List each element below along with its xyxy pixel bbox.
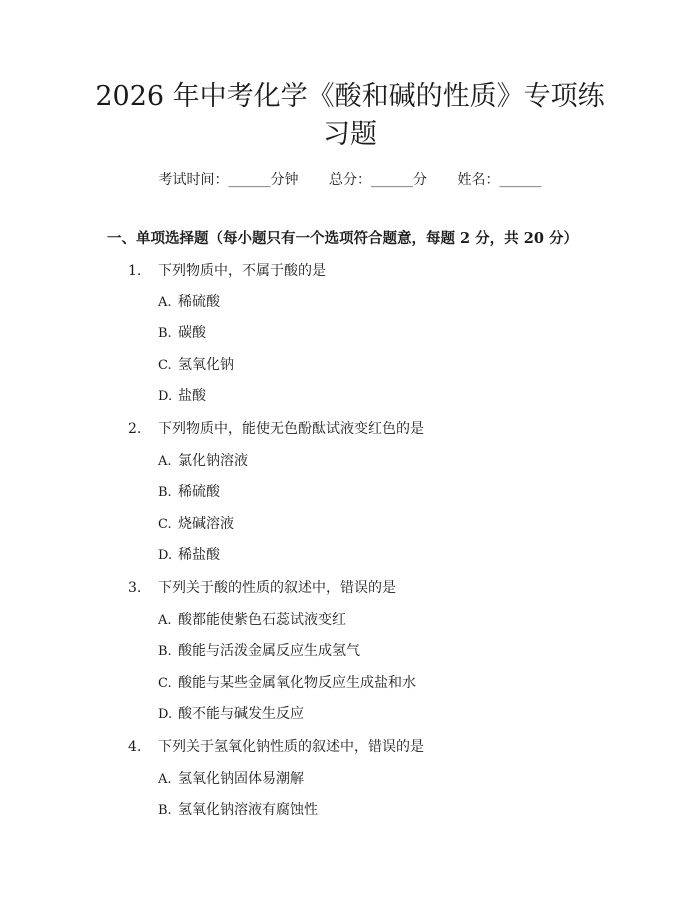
option-letter: A. [158,454,172,469]
exam-meta [0,170,700,190]
option-text: 稀盐酸 [178,547,220,563]
option-letter: C. [158,358,172,373]
option-2c [158,514,234,535]
question-number: 2. [128,421,142,437]
option-4b [158,800,318,821]
option-text: 酸能与活泼金属反应生成氢气 [178,643,360,659]
option-1b [158,323,206,344]
total-score: 总分：______分 [329,172,427,188]
question-number: 4. [128,739,142,755]
option-2b [158,482,220,503]
option-2a [158,451,248,472]
option-letter: D. [158,707,173,722]
option-letter: D. [158,389,173,404]
option-letter: B. [158,803,172,818]
document-title: 2026 年中考化学《酸和碱的性质》专项练习题 [95,81,605,150]
option-text: 氢氧化钠溶液有腐蚀性 [178,802,318,818]
option-text: 酸不能与碱发生反应 [178,706,304,722]
option-1d [158,386,206,407]
option-3d [158,704,304,725]
option-3a [158,610,346,631]
option-letter: A. [158,772,172,787]
exam-time: 考试时间：______分钟 [158,172,299,188]
option-3b [158,641,360,662]
option-letter: C. [158,517,172,532]
question-number: 1. [128,263,142,279]
option-letter: A. [158,613,172,628]
option-4a [158,769,304,790]
option-letter: C. [158,676,172,691]
question-number: 3. [128,580,142,596]
option-letter: B. [158,644,172,659]
option-1a [158,292,220,313]
option-text: 碳酸 [178,325,206,341]
option-letter: B. [158,485,172,500]
question-4 [128,737,424,757]
option-text: 烧碱溶液 [178,516,234,532]
question-text: 下列物质中，能使无色酚酞试液变红色的是 [158,421,424,437]
option-text: 酸能与某些金属氧化物反应生成盐和水 [178,675,416,691]
option-text: 氢氧化钠 [178,357,234,373]
option-letter: D. [158,548,173,563]
question-text: 下列关于氢氧化钠性质的叙述中，错误的是 [158,739,424,755]
option-letter: B. [158,326,172,341]
option-text: 稀硫酸 [178,294,220,310]
option-text: 氢氧化钠固体易潮解 [178,771,304,787]
question-3 [128,578,396,598]
section-heading: 一、单项选择题（每小题只有一个选项符合题意，每题 2 分，共 20 分） [107,230,578,247]
question-text: 下列关于酸的性质的叙述中，错误的是 [158,580,396,596]
option-text: 盐酸 [178,388,206,404]
student-name: 姓名：______ [457,172,542,188]
question-1 [128,261,326,281]
option-text: 酸都能使紫色石蕊试液变红 [178,612,346,628]
option-letter: A. [158,295,172,310]
question-text: 下列物质中，不属于酸的是 [158,263,326,279]
option-text: 氯化钠溶液 [178,453,248,469]
option-text: 稀硫酸 [178,484,220,500]
option-3c [158,673,416,694]
option-1c [158,355,234,376]
option-2d [158,545,220,566]
question-2 [128,419,424,439]
